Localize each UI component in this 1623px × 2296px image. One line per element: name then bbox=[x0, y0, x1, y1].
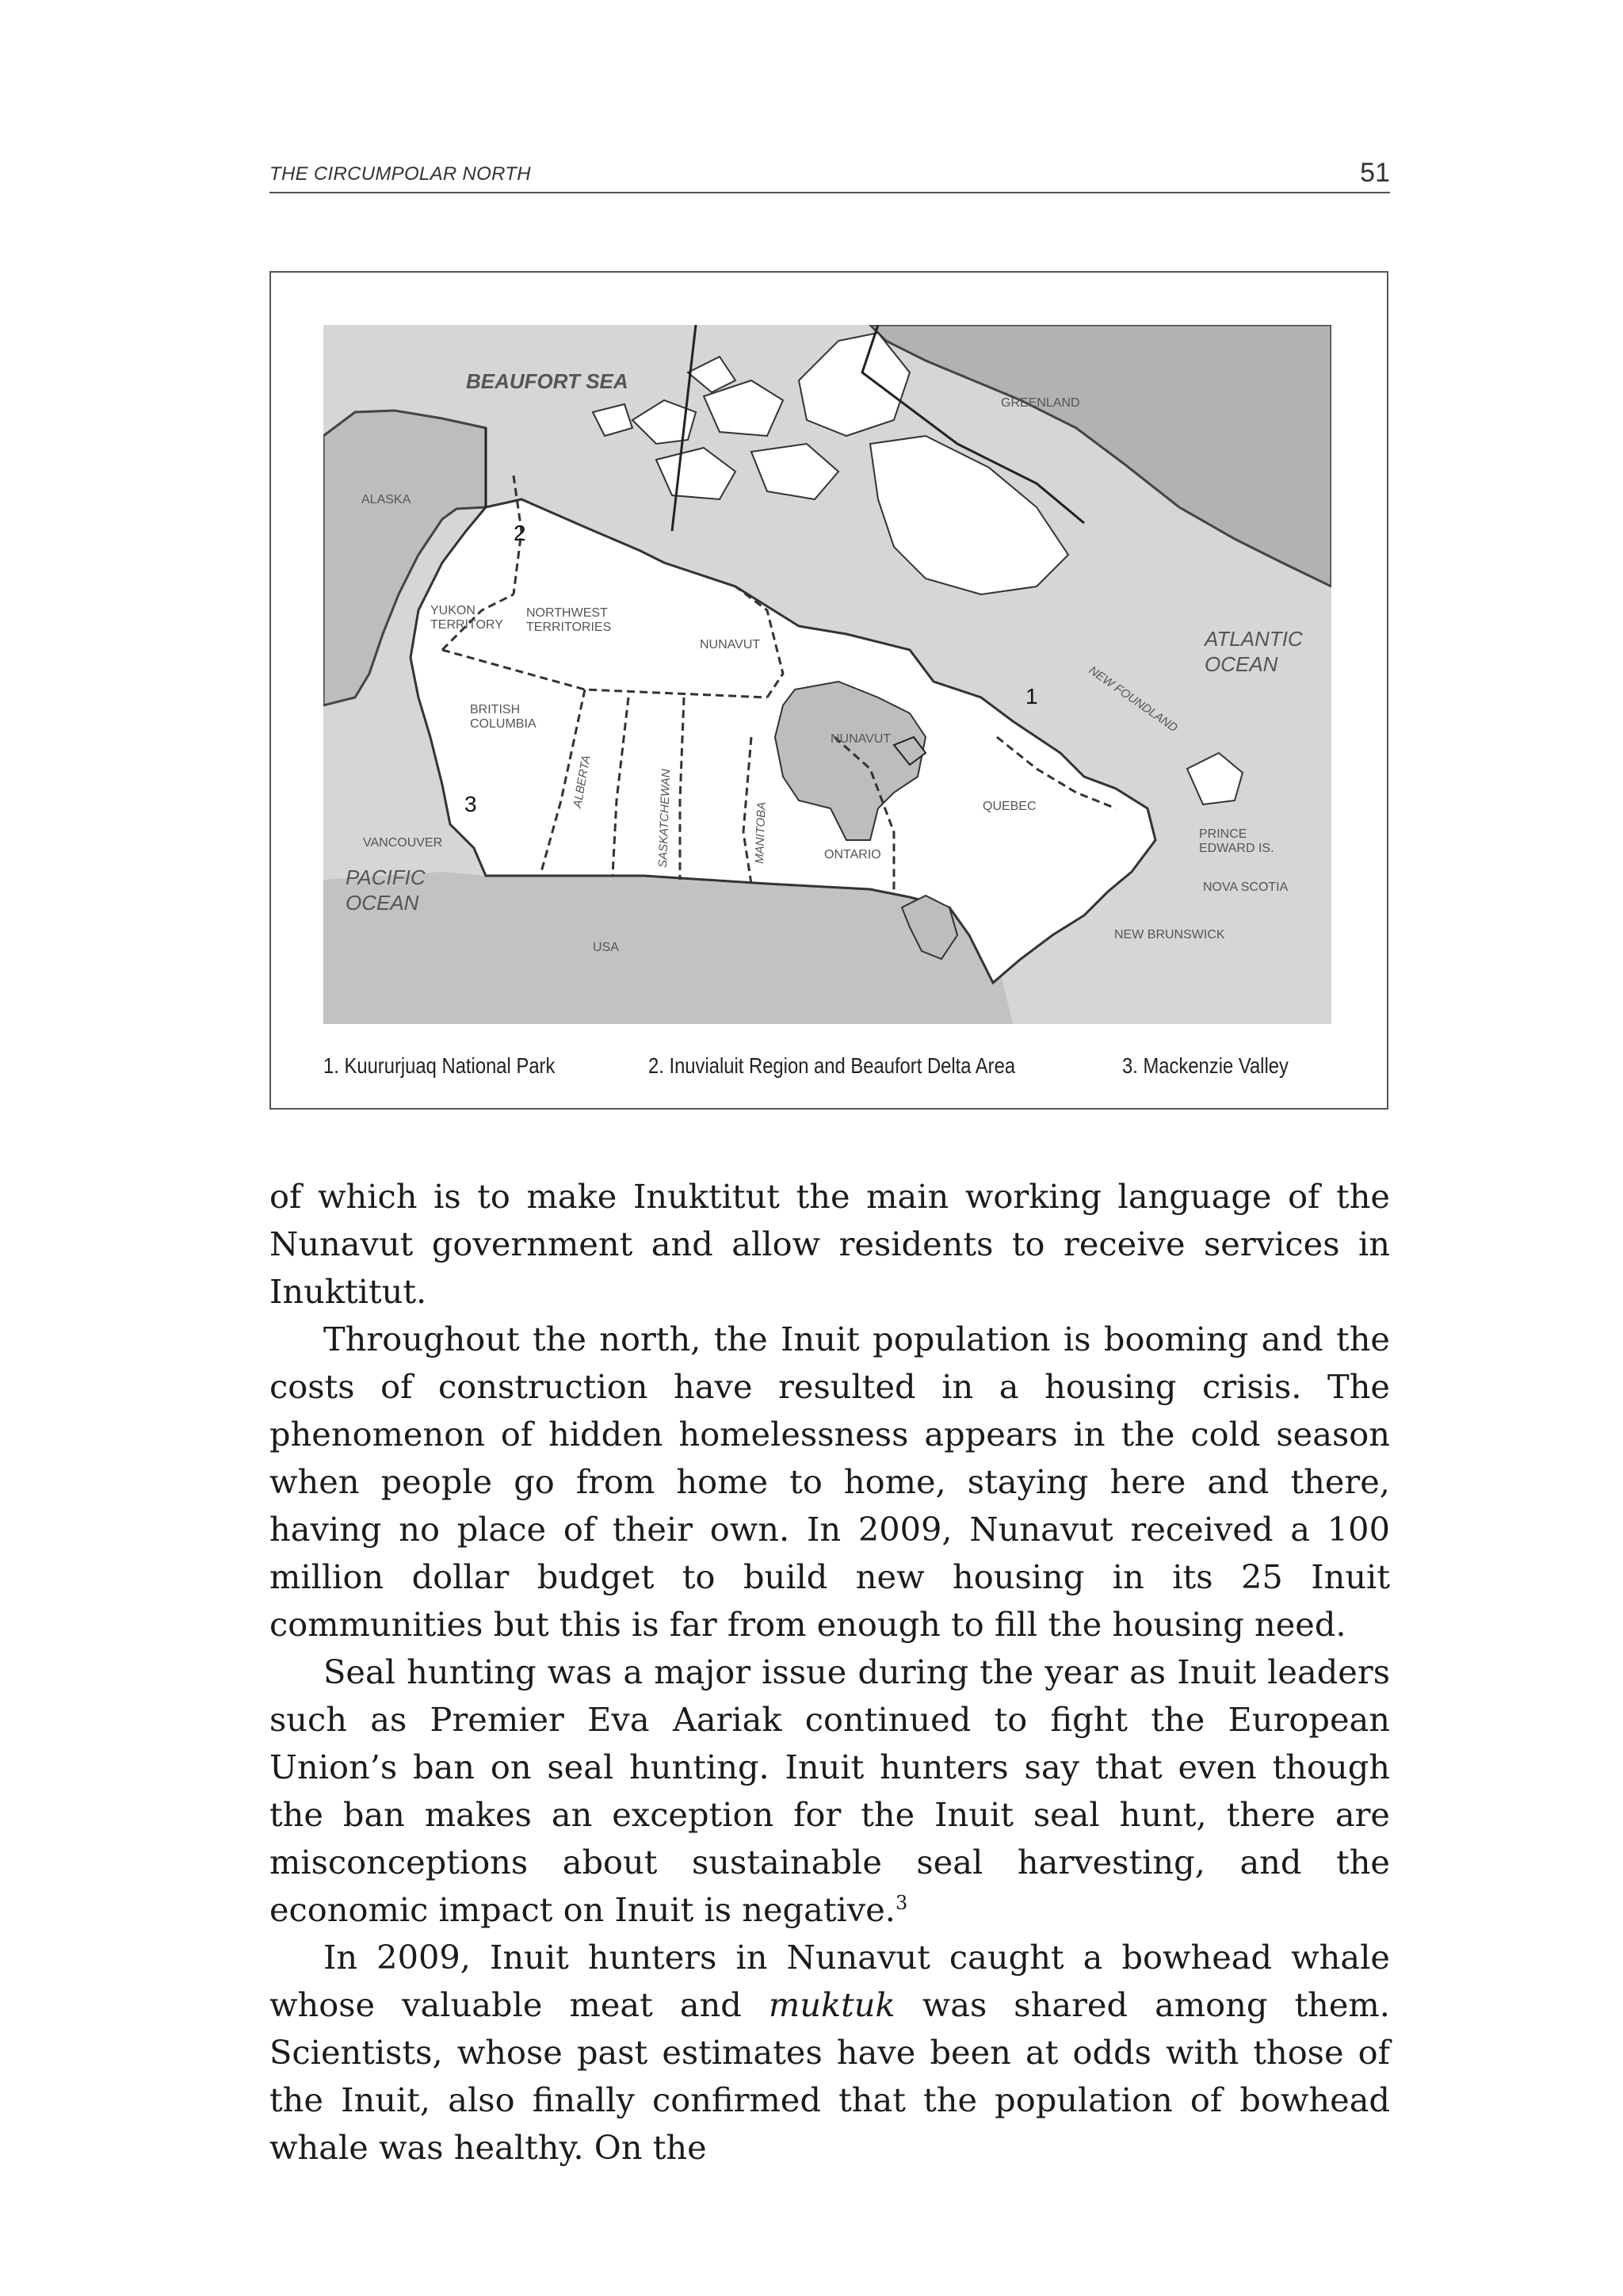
arctic-island-7 bbox=[593, 404, 632, 436]
label-ontario: ONTARIO bbox=[824, 848, 881, 861]
running-title: THE CIRCUMPOLAR NORTH bbox=[269, 163, 531, 185]
arctic-island-6 bbox=[688, 357, 735, 392]
map-graphic bbox=[323, 325, 1331, 1024]
legend-item-2: 2. Inuvialuit Region and Beaufort Delta Area bbox=[648, 1053, 1016, 1078]
paragraph-4-text-b: was shared among them. Scientists, whose past estimates have been at odds with those of the Inuit, also finally confirmed that the population of bowhead whale was healthy. On the bbox=[269, 1985, 1390, 2167]
arctic-island-3 bbox=[799, 333, 910, 436]
paragraph-4 bbox=[269, 1934, 1390, 2172]
legend-item-1: 1. Kuururjuaq National Park bbox=[323, 1053, 556, 1078]
canada-map bbox=[323, 325, 1331, 1024]
footnote-marker[interactable]: 3 bbox=[896, 1892, 908, 1915]
paragraph-3-text: Seal hunting was a major issue during the year as Inuit leaders such as Premier Eva Aariak continued to fight the European Union’s ban on seal hunting. Inuit hunters say that even though the ban makes an exception for the Inuit seal hunt, there are misconceptions about sustainable seal harvesting, and the economic impact on Inuit is negative. bbox=[269, 1652, 1390, 1929]
paragraph-3 bbox=[269, 1648, 1390, 1934]
legend-item-3: 3. Mackenzie Valley bbox=[1122, 1053, 1289, 1078]
label-nunavut-south: NUNAVUT bbox=[831, 732, 892, 746]
newfoundland-island bbox=[1187, 753, 1243, 804]
label-beaufort-sea: BEAUFORT SEA bbox=[466, 369, 628, 393]
label-quebec: QUEBEC bbox=[983, 800, 1037, 813]
paragraph-1: of which is to make Inuktitut the main working language of the Nunavut government and allow residents to receive services in Inuktitut. bbox=[269, 1177, 1390, 1311]
label-usa: USA bbox=[593, 941, 619, 954]
label-nova-scotia: NOVA SCOTIA bbox=[1203, 881, 1289, 894]
paragraph-4-italic: muktuk bbox=[768, 1985, 896, 2024]
map-legend bbox=[323, 1053, 1331, 1085]
marker-1: 1 bbox=[1025, 684, 1038, 709]
page-number: 51 bbox=[1360, 158, 1390, 188]
label-prince-edward-island: PRINCE EDWARD IS. bbox=[1199, 827, 1274, 855]
baffin-island bbox=[870, 436, 1068, 594]
body-text bbox=[269, 1173, 1390, 2172]
label-greenland: GREENLAND bbox=[1001, 396, 1080, 410]
label-nunavut-north: NUNAVUT bbox=[700, 638, 761, 651]
label-british-columbia: BRITISH COLUMBIA bbox=[470, 703, 537, 731]
arctic-island-5 bbox=[751, 444, 838, 499]
label-alaska: ALASKA bbox=[361, 493, 411, 506]
arctic-island-4 bbox=[656, 448, 735, 499]
label-manitoba: MANITOBA bbox=[753, 801, 769, 865]
label-northwest-territories: NORTHWEST TERRITORIES bbox=[526, 606, 612, 634]
paragraph-4-text-a: In 2009, Inuit hunters in Nunavut caught a bowhead whale whose valuable meat and bbox=[269, 1938, 1390, 2024]
paragraph-2: Throughout the north, the Inuit population is booming and the costs of construction have resulted in a housing crisis. The phenomenon of hidden homelessness appears in the cold season when people go from home to home, staying here and there, having no place of their own. In 2009, Nunavut received a 100 million dollar budget to build new housing in its 25 Inuit communities but this is far from enough to fill the housing need. bbox=[269, 1320, 1390, 1644]
label-yukon: YUKON TERRITORY bbox=[430, 604, 503, 632]
label-newfoundland: NEW FOUNDLAND bbox=[1086, 663, 1181, 735]
running-header bbox=[269, 155, 1390, 193]
label-saskatchewan: SASKATCHEWAN bbox=[656, 769, 674, 869]
label-atlantic-ocean: ATLANTIC OCEAN bbox=[1205, 627, 1303, 676]
label-pacific-ocean: PACIFIC OCEAN bbox=[346, 865, 426, 915]
marker-2: 2 bbox=[514, 521, 526, 545]
label-alberta: ALBERTA bbox=[571, 754, 594, 809]
marker-3: 3 bbox=[464, 792, 477, 816]
label-vancouver: VANCOUVER bbox=[363, 836, 443, 850]
label-new-brunswick: NEW BRUNSWICK bbox=[1114, 928, 1225, 942]
map-figure bbox=[269, 271, 1388, 1110]
